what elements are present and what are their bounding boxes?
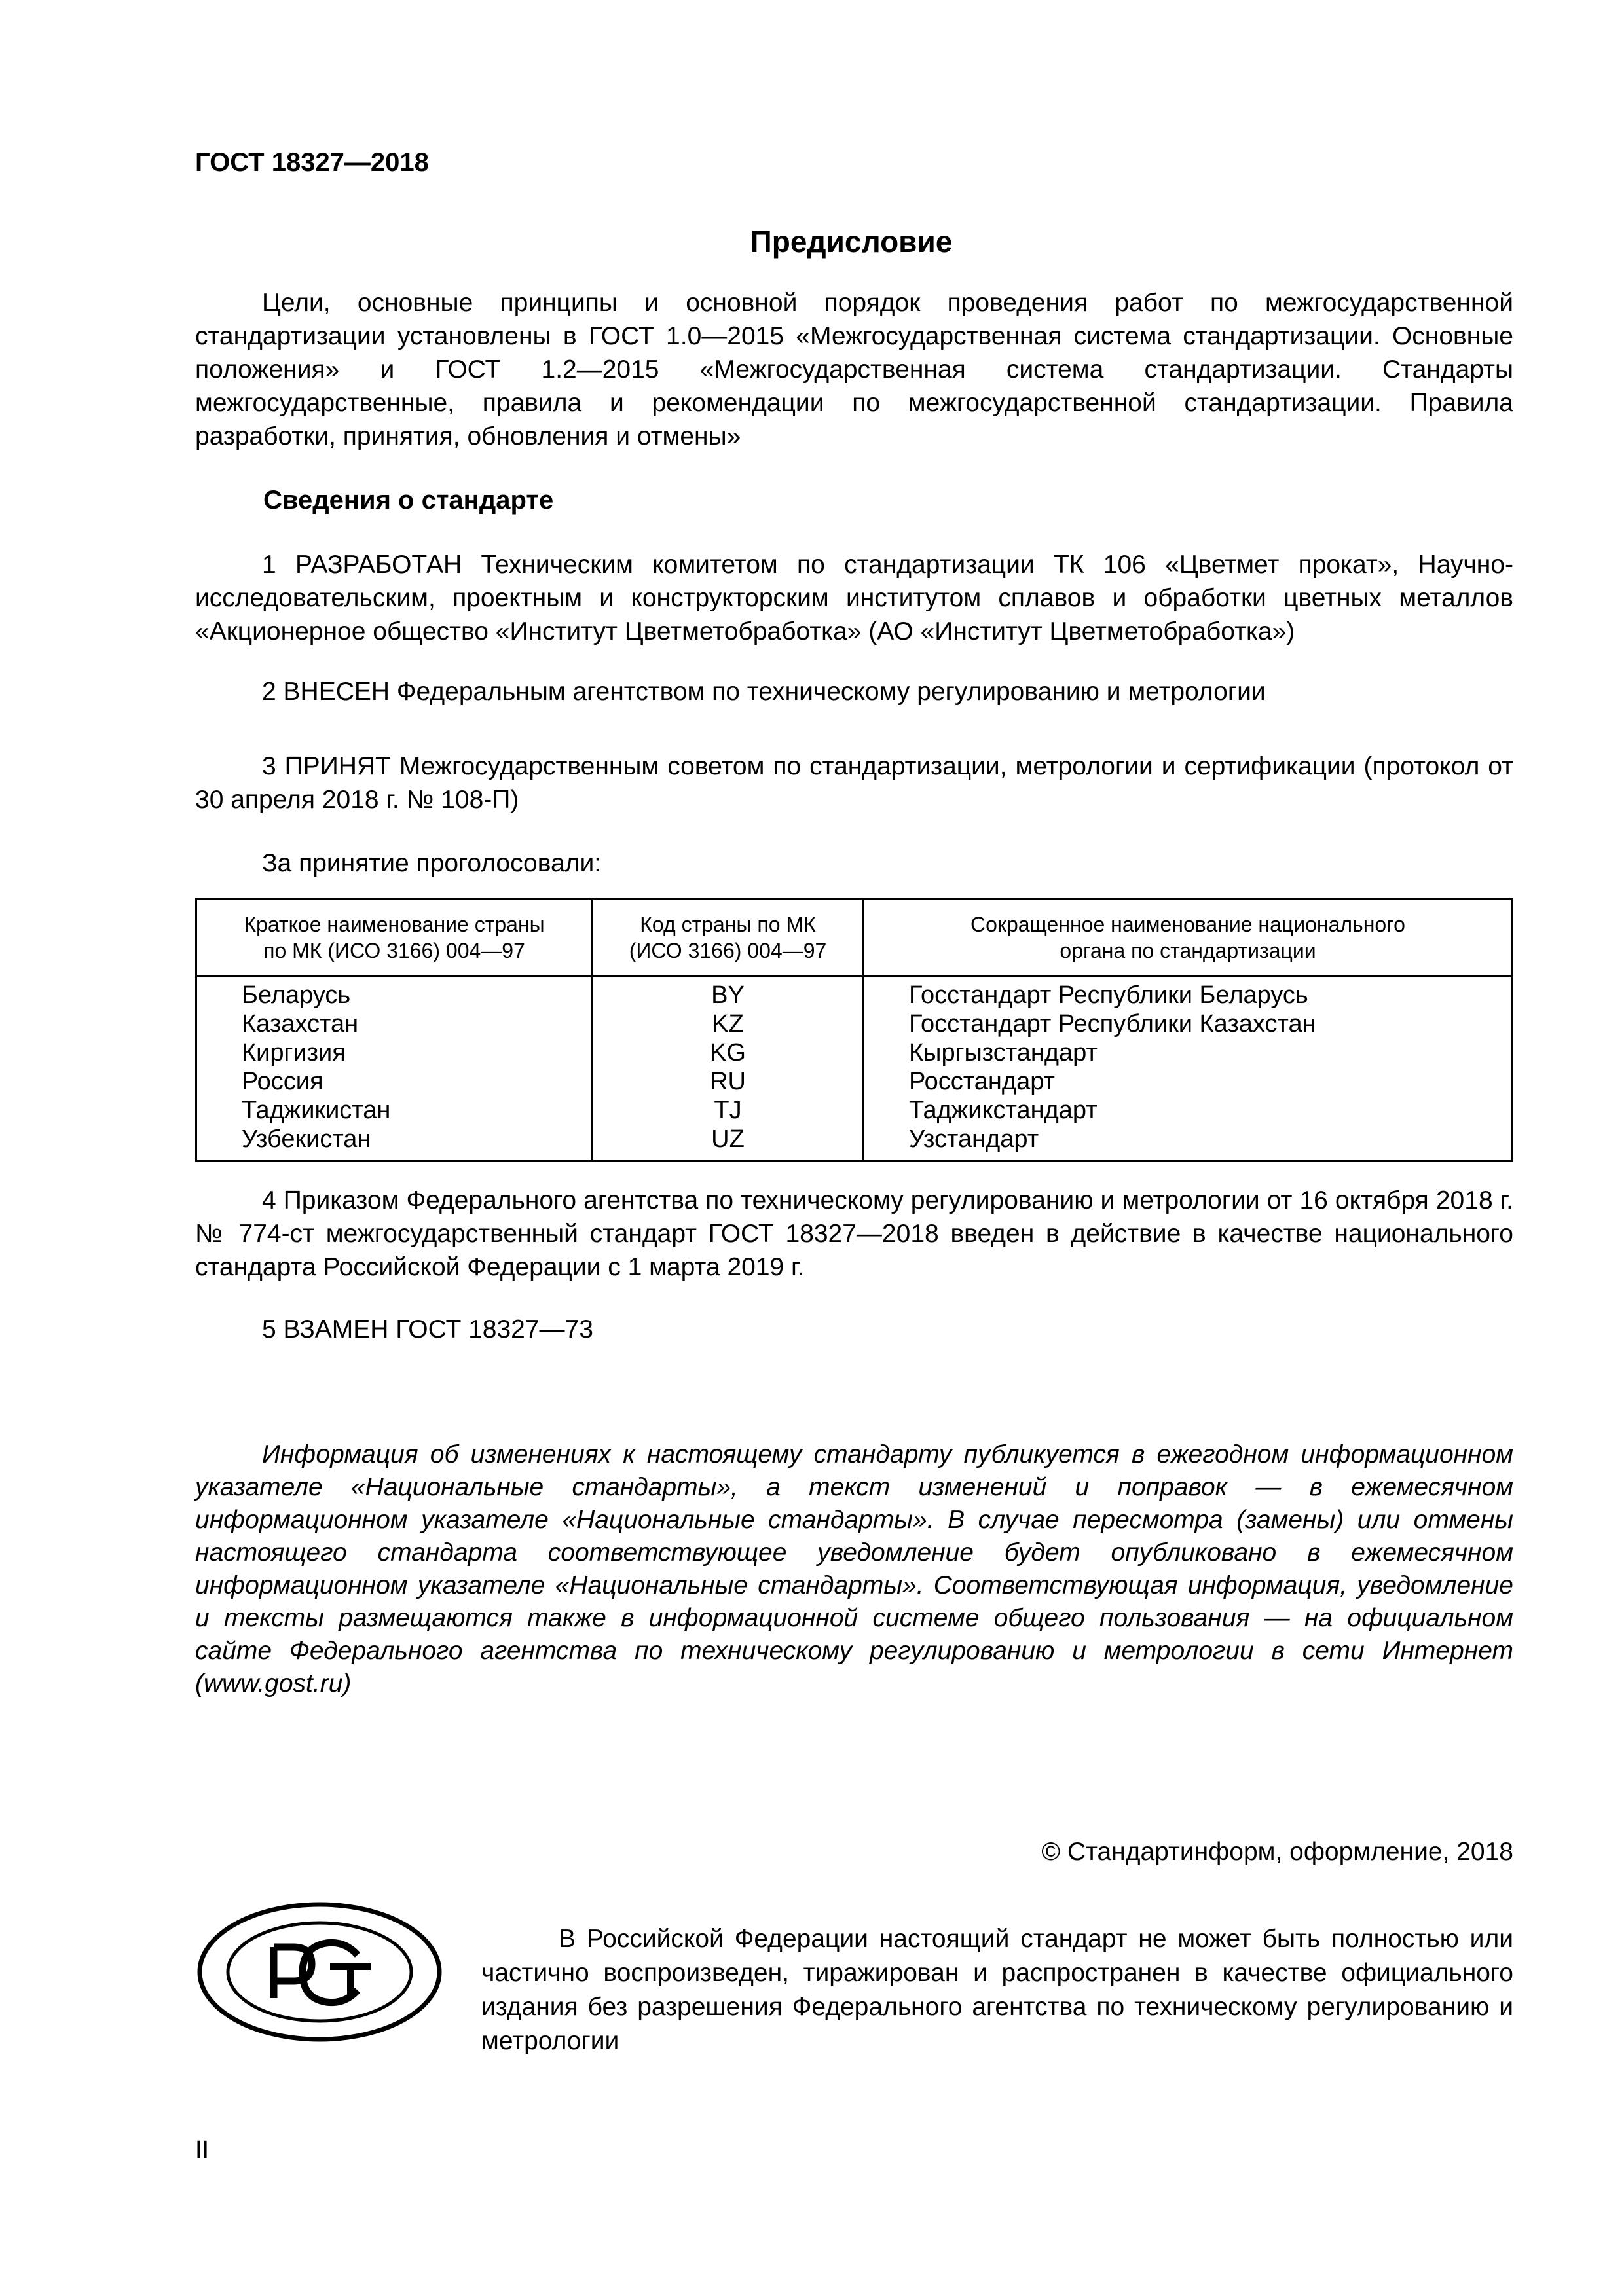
- item-5-replaces: 5 ВЗАМЕН ГОСТ 18327—73: [262, 1315, 593, 1343]
- table-cell-country: Киргизия: [242, 1039, 346, 1066]
- item-1-developed: 1 РАЗРАБОТАН Техническим комитетом по стандартизации ТК 106 «Цветмет прокат», Научно-исследовательским, проектным и конструкторским институтом сплавов и обработки цветных металлов «Акционерное общество «Институт Цветметобработка» (АО «Институт Цветметобработка»): [195, 551, 1513, 646]
- page-title: Предисловие: [750, 225, 953, 259]
- table-column-body: [864, 900, 1511, 1160]
- table-cell-code: BY: [711, 981, 745, 1009]
- table-cell-country: Беларусь: [242, 981, 351, 1009]
- rst-certification-mark-icon: [195, 1900, 444, 2044]
- item-3-adopted: 3 ПРИНЯТ Межгосударственным советом по стандартизации, метрологии и сертификации (протокол от 30 апреля 2018 г. № 108-П): [195, 752, 1513, 814]
- table-column-body-values: [909, 981, 1316, 1154]
- table-header-code: Код страны по МК (ИСО 3166) 004—97: [593, 900, 862, 977]
- table-cell-country: Казахстан: [242, 1010, 359, 1038]
- table-cell-body: Госстандарт Республики Казахстан: [909, 1010, 1316, 1038]
- table-cell-body: Госстандарт Республики Беларусь: [909, 981, 1308, 1009]
- table-cell-code: KG: [710, 1039, 746, 1066]
- table-column-code-values: [593, 981, 862, 1154]
- table-cell-country: Таджикистан: [242, 1097, 391, 1124]
- table-cell-code: KZ: [712, 1010, 744, 1038]
- table-cell-code: RU: [710, 1068, 746, 1095]
- table-cell-country: Россия: [242, 1068, 323, 1095]
- copyright-line: © Стандартинформ, оформление, 2018: [1041, 1838, 1513, 1866]
- table-column-country: [197, 900, 593, 1160]
- table-cell-body: Кыргызстандарт: [909, 1039, 1098, 1066]
- vote-label: За принятие проголосовали:: [262, 849, 602, 877]
- item-4-order: 4 Приказом Федерального агентства по техническому регулированию и метрологии от 16 октября 2018 г. № 774-ст межгосударственный стандарт ГОСТ 18327—2018 введен в действие в качестве национального стандарта Российской Федерации с 1 марта 2019 г.: [195, 1186, 1513, 1281]
- table-cell-code: UZ: [711, 1125, 745, 1153]
- item-2-introduced: 2 ВНЕСЕН Федеральным агентством по техническому регулированию и метрологии: [262, 678, 1266, 706]
- table-cell-code: TJ: [714, 1097, 742, 1124]
- intro-paragraph: Цели, основные принципы и основной порядок проведения работ по межгосударственной стандартизации установлены в ГОСТ 1.0—2015 «Межгосударственная система стандартизации. Основные положения» и ГОСТ 1.2—2015 «Межгосударственная система стандартизации. Стандарты межгосударственные, правила и рекомендации по межгосударственной стандартизации. Правила разработки, принятия, обновления и отмены»: [195, 289, 1513, 450]
- table-column-country-values: [242, 981, 390, 1154]
- changes-notice: Информация об изменениях к настоящему стандарту публикуется в ежегодном информационном указателе «Национальные стандарты», а текст изменений и поправок — в ежемесячном информационном указателе «Национальные стандарты». В случае пересмотра (замены) или отмены настоящего стандарта соответствующее уведомление будет опубликовано в ежемесячном информационном указателе «Национальные стандарты». Соответствующая информация, уведомление и тексты размещаются также в информационной системе общего пользования — на официальном сайте Федерального агентства по техническому регулированию и метрологии в сети Интернет (www.gost.ru): [195, 1440, 1513, 1698]
- table-header-body: Сокращенное наименование национального органа по стандартизации: [864, 900, 1511, 977]
- table-header-country: Краткое наименование страны по МК (ИСО 3166) 004—97: [197, 900, 591, 977]
- info-heading: Сведения о стандарте: [263, 486, 554, 515]
- document-id: ГОСТ 18327—2018: [195, 148, 429, 177]
- page-number: II: [195, 2136, 210, 2164]
- rights-notice: В Российской Федерации настоящий стандарт не может быть полностью или частично воспроизведен, тиражирован и распространен в качестве официального издания без разрешения Федерального агентства по техническому регулированию и метрологии: [481, 1925, 1513, 2055]
- table-cell-body: Узстандарт: [909, 1125, 1039, 1153]
- table-cell-body: Таджикстандарт: [909, 1097, 1098, 1124]
- table-cell-country: Узбекистан: [242, 1125, 371, 1153]
- voting-countries-table: [195, 898, 1513, 1162]
- table-column-code: [593, 900, 864, 1160]
- table-cell-body: Росстандарт: [909, 1068, 1055, 1095]
